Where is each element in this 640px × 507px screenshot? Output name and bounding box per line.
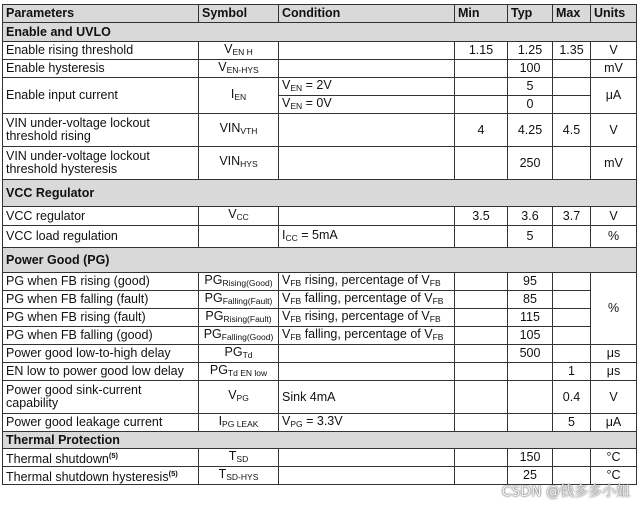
- table-row: [3, 327, 637, 345]
- typ-cell: [508, 363, 553, 381]
- unit-cell: V: [591, 381, 637, 414]
- max-cell: 1.35: [553, 42, 591, 60]
- unit-cell: °C: [591, 467, 637, 485]
- max-cell: 0.4: [553, 381, 591, 414]
- symbol-cell: $T_{SD}$: [199, 449, 279, 467]
- section-row: [3, 23, 637, 42]
- symbol-cell: $PG_{Td}$: [199, 345, 279, 363]
- max-cell: [553, 449, 591, 467]
- typ-cell: 105: [508, 327, 553, 345]
- min-cell: [455, 449, 508, 467]
- condition-cell: $V_{PG} = 3.3V$: [279, 414, 455, 432]
- min-cell: 4: [455, 114, 508, 147]
- condition-cell: $V_{FB}$ rising, percentage of $V_{FB}$: [279, 273, 455, 291]
- param-cell: EN low to power good low delay: [3, 363, 199, 381]
- condition-cell: [279, 42, 455, 60]
- header-parameters: Parameters: [3, 5, 199, 23]
- symbol-cell: $V_{CC}$: [199, 207, 279, 226]
- table-row: [3, 60, 637, 78]
- table-row: [3, 449, 637, 467]
- typ-cell: [508, 414, 553, 432]
- param-cell: Thermal shutdown$^{(5)}$: [3, 449, 199, 467]
- min-cell: 1.15: [455, 42, 508, 60]
- unit-cell: mV: [591, 60, 637, 78]
- table-row: [3, 414, 637, 432]
- table-row: [3, 363, 637, 381]
- condition-cell: $I_{CC} = 5mA$: [279, 226, 455, 248]
- unit-cell: %: [591, 273, 637, 345]
- table-row: [3, 78, 637, 96]
- min-cell: [455, 414, 508, 432]
- condition-cell: $V_{EN} = 2V$: [279, 78, 455, 96]
- symbol-cell: $VIN_{HYS}$: [199, 147, 279, 180]
- typ-cell: 100: [508, 60, 553, 78]
- condition-cell: [279, 467, 455, 485]
- typ-cell: 95: [508, 273, 553, 291]
- section-title: Thermal Protection: [3, 432, 637, 449]
- table-row: [3, 147, 637, 180]
- footnote-ref: (5): [108, 451, 118, 460]
- param-cell: PG when FB falling (fault): [3, 291, 199, 309]
- condition-cell: [279, 363, 455, 381]
- param-cell: Power good low-to-high delay: [3, 345, 199, 363]
- unit-cell: mV: [591, 147, 637, 180]
- condition-cell: [279, 147, 455, 180]
- min-cell: [455, 309, 508, 327]
- min-cell: [455, 291, 508, 309]
- symbol-cell: $T_{SD-HYS}$: [199, 467, 279, 485]
- symbol-cell: $V_{EN-HYS}$: [199, 60, 279, 78]
- condition-cell: [279, 345, 455, 363]
- param-cell: VIN under-voltage lockout threshold hysteresis: [3, 147, 199, 180]
- param-cell: Power good leakage current: [3, 414, 199, 432]
- max-cell: [553, 147, 591, 180]
- condition-cell: [279, 60, 455, 78]
- max-cell: [553, 273, 591, 291]
- header-max: Max: [553, 5, 591, 23]
- typ-cell: 115: [508, 309, 553, 327]
- table-row: [3, 309, 637, 327]
- param-cell: PG when FB rising (fault): [3, 309, 199, 327]
- param-cell: VIN under-voltage lockout threshold rising: [3, 114, 199, 147]
- section-row: [3, 248, 637, 273]
- header-units: Units: [591, 5, 637, 23]
- header-row: [3, 5, 637, 23]
- condition-cell: Sink 4mA: [279, 381, 455, 414]
- section-title: Enable and UVLO: [3, 23, 637, 42]
- unit-cell: °C: [591, 449, 637, 467]
- symbol-cell: $PG_{Rising(Good)}$: [199, 273, 279, 291]
- header-symbol: Symbol: [199, 5, 279, 23]
- min-cell: [455, 327, 508, 345]
- symbol-cell: $VIN_{VTH}$: [199, 114, 279, 147]
- max-cell: 4.5: [553, 114, 591, 147]
- typ-cell: 5: [508, 226, 553, 248]
- table-row: [3, 114, 637, 147]
- section-title: Power Good (PG): [3, 248, 637, 273]
- symbol-cell: $PG_{Td EN low}$: [199, 363, 279, 381]
- min-cell: [455, 363, 508, 381]
- max-cell: 1: [553, 363, 591, 381]
- param-cell: PG when FB rising (good): [3, 273, 199, 291]
- section-row: [3, 180, 637, 207]
- table-row: [3, 345, 637, 363]
- typ-cell: 5: [508, 78, 553, 96]
- unit-cell: V: [591, 207, 637, 226]
- min-cell: [455, 345, 508, 363]
- max-cell: 3.7: [553, 207, 591, 226]
- condition-cell: [279, 449, 455, 467]
- table-row: [3, 207, 637, 226]
- header-typ: Typ: [508, 5, 553, 23]
- condition-cell: $V_{FB}$ falling, percentage of $V_{FB}$: [279, 291, 455, 309]
- param-cell: Power good sink-current capability: [3, 381, 199, 414]
- condition-cell: [279, 207, 455, 226]
- param-cell: Enable rising threshold: [3, 42, 199, 60]
- typ-cell: 3.6: [508, 207, 553, 226]
- unit-cell: μs: [591, 363, 637, 381]
- typ-cell: 4.25: [508, 114, 553, 147]
- symbol-cell: [199, 226, 279, 248]
- symbol-cell: $I_{PG LEAK}$: [199, 414, 279, 432]
- min-cell: [455, 78, 508, 96]
- unit-cell: V: [591, 114, 637, 147]
- typ-cell: 250: [508, 147, 553, 180]
- max-cell: [553, 327, 591, 345]
- typ-cell: 150: [508, 449, 553, 467]
- unit-cell: V: [591, 42, 637, 60]
- typ-cell: 0: [508, 96, 553, 114]
- max-cell: [553, 309, 591, 327]
- symbol-cell: $PG_{Rising(Fault)}$: [199, 309, 279, 327]
- symbol-cell: $PG_{Falling(Good)}$: [199, 327, 279, 345]
- max-cell: [553, 96, 591, 114]
- header-min: Min: [455, 5, 508, 23]
- param-cell: PG when FB falling (good): [3, 327, 199, 345]
- condition-cell: $V_{FB}$ rising, percentage of $V_{FB}$: [279, 309, 455, 327]
- min-cell: [455, 273, 508, 291]
- min-cell: [455, 60, 508, 78]
- max-cell: [553, 291, 591, 309]
- param-cell: Enable input current: [3, 78, 199, 114]
- param-cell: VCC regulator: [3, 207, 199, 226]
- max-cell: [553, 78, 591, 96]
- condition-cell: $V_{EN} = 0V$: [279, 96, 455, 114]
- table-row: [3, 226, 637, 248]
- condition-cell: $V_{FB}$ falling, percentage of $V_{FB}$: [279, 327, 455, 345]
- max-cell: 5: [553, 414, 591, 432]
- min-cell: [455, 147, 508, 180]
- max-cell: [553, 60, 591, 78]
- param-cell: Enable hysteresis: [3, 60, 199, 78]
- param-cell: VCC load regulation: [3, 226, 199, 248]
- typ-cell: 1.25: [508, 42, 553, 60]
- table-row: [3, 273, 637, 291]
- symbol-cell: $I_{EN}$: [199, 78, 279, 114]
- section-row: [3, 432, 637, 449]
- param-cell: Thermal shutdown hysteresis$^{(5)}$: [3, 467, 199, 485]
- table-row: [3, 381, 637, 414]
- watermark: CSDN @钱多多小姐: [501, 484, 630, 500]
- typ-cell: 85: [508, 291, 553, 309]
- section-title: VCC Regulator: [3, 180, 637, 207]
- typ-cell: 25: [508, 467, 553, 485]
- unit-cell: μA: [591, 414, 637, 432]
- table-row: [3, 42, 637, 60]
- header-condition: Condition: [279, 5, 455, 23]
- min-cell: 3.5: [455, 207, 508, 226]
- min-cell: [455, 96, 508, 114]
- symbol-cell: $PG_{Falling(Fault)}$: [199, 291, 279, 309]
- min-cell: [455, 381, 508, 414]
- typ-cell: 500: [508, 345, 553, 363]
- max-cell: [553, 226, 591, 248]
- table-row: [3, 291, 637, 309]
- footnote-ref: (5): [168, 469, 178, 478]
- max-cell: [553, 345, 591, 363]
- symbol-cell: $V_{PG}$: [199, 381, 279, 414]
- min-cell: [455, 467, 508, 485]
- unit-cell: μA: [591, 78, 637, 114]
- min-cell: [455, 226, 508, 248]
- unit-cell: μs: [591, 345, 637, 363]
- unit-cell: %: [591, 226, 637, 248]
- electrical-characteristics-table: [2, 4, 637, 485]
- typ-cell: [508, 381, 553, 414]
- condition-cell: [279, 114, 455, 147]
- symbol-cell: $V_{EN H}$: [199, 42, 279, 60]
